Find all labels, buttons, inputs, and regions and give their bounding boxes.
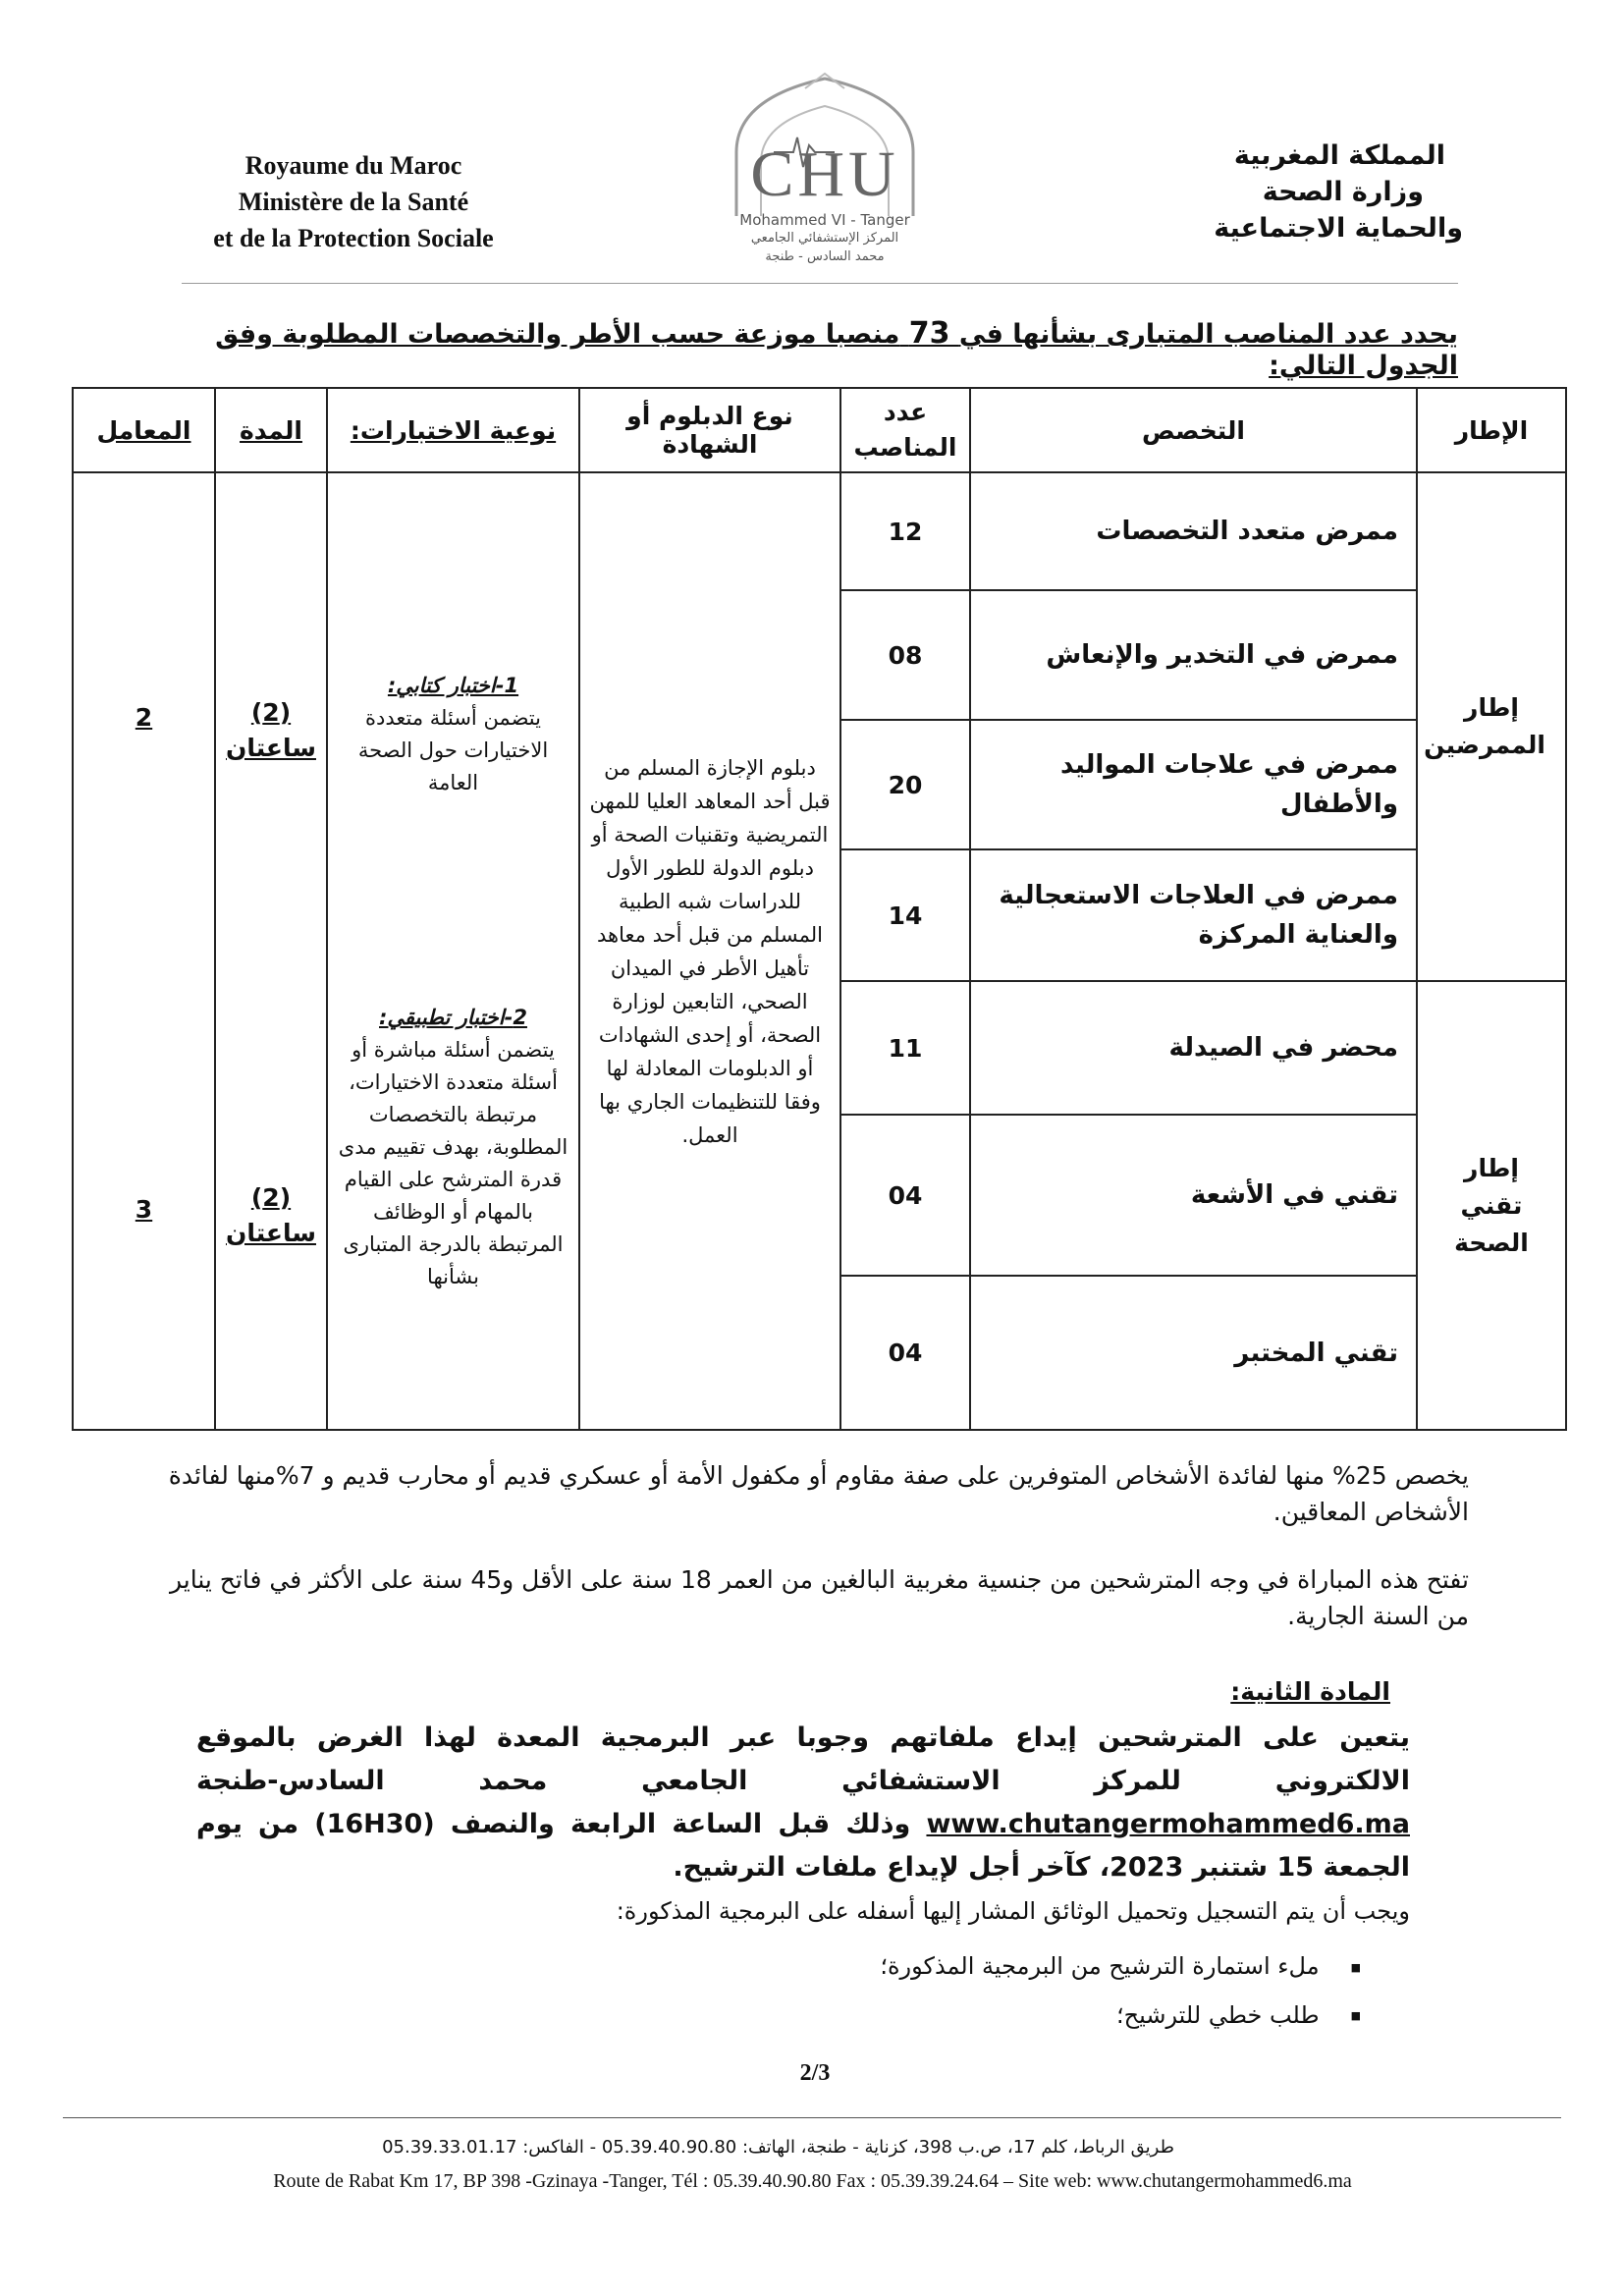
test2-title: 2-اختبار تطبيقي: (379, 1006, 527, 1029)
th-cadre: الإطار (1417, 388, 1566, 472)
posts-cell: 12 (840, 472, 970, 590)
article2-body-after: وذلك قبل الساعة الرابعة والنصف (16H30) من يوم الجمعة 15 شتنبر 2023، كآخر أجل لإيداع ملفات الترشيح. (196, 1809, 1410, 1883)
registration-note: ويجب أن يتم التسجيل وتحميل الوثائق المشار إليها أسفله على البرمجية المذكورة: (616, 1897, 1410, 1925)
test1-body: يتضمن أسئلة متعددة الاختيارات حول الصحة العامة (357, 706, 549, 794)
intro-before: يحدد عدد المناصب المتبارى بشأنها في (958, 319, 1458, 350)
ar-protection: والحماية الاجتماعية (1214, 213, 1463, 244)
fr-kingdom: Royaume du Maroc (244, 151, 462, 180)
cadre-health-technicians: إطار تقني الصحة (1417, 981, 1566, 1430)
posts-cell: 14 (840, 849, 970, 981)
specialty-cell: محضر في الصيدلة (970, 981, 1417, 1115)
footer-divider (63, 2117, 1561, 2118)
posts-cell: 04 (840, 1115, 970, 1276)
intro-sentence (137, 316, 1458, 381)
th-specialty: التخصص (970, 388, 1417, 472)
logo-text-sub1: Mohammed VI - Tanger (739, 211, 910, 229)
quota-paragraph: يخصص 25% منها لفائدة الأشخاص المتوفرين على صفة مقاوم أو مكفول الأمة أو عسكري قديم أو محارب قديم و 7%منها لفائدة الأشخاص المعاقين. (168, 1461, 1469, 1526)
ar-kingdom: المملكة المغربية (1233, 140, 1445, 171)
logo-text-sub2: المركز الإستشفائي الجامعي (750, 231, 899, 246)
specialty-cell: ممرض في العلاجات الاستعجالية والعناية المركزة (970, 849, 1417, 981)
intro-count: 73 (908, 316, 950, 351)
chu-logo (707, 69, 943, 280)
test2-body: يتضمن أسئلة مباشرة أو أسئلة متعددة الاختيارات، مرتبطة بالتخصصات المطلوبة، بهدف تقييم مدى قدرة المترشح على القيام بالمهام أو الوظائف المرتبطة بالدرجة المتبارى بشأنها (338, 1038, 568, 1288)
header-fr (147, 147, 560, 256)
intro-after: منصبا موزعة حسب الأطر والتخصصات المطلوبة وفق الجدول التالي: (215, 319, 1458, 381)
specialty-cell: تقني في الأشعة (970, 1115, 1417, 1276)
specialty-cell: تقني المختبر (970, 1276, 1417, 1430)
posts-cell: 20 (840, 720, 970, 849)
table-row (73, 472, 1566, 590)
logo-text-main: CHU (750, 138, 899, 210)
th-diploma: نوع الدبلوم أو الشهادة (579, 388, 840, 472)
duration-group-1: (2) ساعتان (226, 698, 316, 762)
article2-body-before: يتعين على المترشحين إيداع ملفاتهم وجوبا عبر البرمجية المعدة لهذا الغرض بالموقع الالكتروني للمركز الاستشفائي الجامعي محمد السادس-طنجة (196, 1722, 1410, 1796)
posts-cell: 08 (840, 590, 970, 720)
coefficient-group-2: 3 (135, 1195, 153, 1224)
specialty-cell: ممرض متعدد التخصصات (970, 472, 1417, 590)
th-coefficient: المعامل (73, 388, 215, 472)
th-posts: عدد المناصب (840, 388, 970, 472)
specialty-cell: ممرض في علاجات المواليد والأطفال (970, 720, 1417, 849)
th-duration: المدة (215, 388, 327, 472)
footer-arabic: طريق الرباط، كلم 17، ص.ب 398، كزناية - طنجة، الهاتف: 05.39.40.90.80 - الفاكس: 05.39.33.01.17 (382, 2137, 1174, 2158)
cadre-nurses: إطار الممرضين (1417, 472, 1566, 981)
header-divider (182, 283, 1458, 284)
logo-text-sub3: محمد السادس - طنجة (765, 249, 885, 264)
posts-cell: 11 (840, 981, 970, 1115)
duration-cell (215, 472, 327, 1430)
article2-title: المادة الثانية: (1230, 1677, 1390, 1706)
posts-table (72, 387, 1567, 1431)
page-number: 2/3 (799, 2060, 831, 2086)
th-tests: نوعية الاختبارات: (327, 388, 579, 472)
coefficient-group-1: 2 (135, 703, 153, 732)
website-link[interactable]: www.chutangermohammed6.ma (926, 1809, 1410, 1839)
diploma-cell: دبلوم الإجازة المسلم من قبل أحد المعاهد العليا للمهن التمريضية وتقنيات الصحة أو دبلوم الدولة للطور الأول للدراسات شبه الطبية المسلم من قبل أحد معاهد تأهيل الأطر في الميدان الصحي، التابعين لوزارة الصحة، أو إحدى الشهادات أو الدبلومات المعادلة لها وفقا للتنظيمات الجاري بها العمل. (579, 472, 840, 1430)
specialty-cell: ممرض في التخدير والإنعاش (970, 590, 1417, 720)
fr-protection: et de la Protection Sociale (213, 224, 494, 252)
table-header-row (73, 388, 1566, 472)
list-item: ■ طلب خطي للترشيح؛ (477, 1992, 1361, 2041)
header-ar (1129, 137, 1463, 246)
test-written (336, 670, 570, 799)
list-item: ■ ملء استمارة الترشيح من البرمجية المذكورة؛ (477, 1942, 1361, 1992)
footer-french: Route de Rabat Km 17, BP 398 -Gzinaya -Tanger, Tél : 05.39.40.90.80 Fax : 05.39.39.24.64 – Site web: www.chutangermohammed6.ma (273, 2170, 1352, 2192)
documents-list (477, 1942, 1361, 2040)
age-paragraph: تفتح هذه المباراة في وجه المترشحين من جنسية مغربية البالغين من العمر 18 سنة على الأقل و45 سنة على الأكثر في فاتح يناير من السنة الجارية. (169, 1565, 1469, 1630)
duration-group-2: (2) ساعتان (226, 1183, 316, 1247)
ar-ministry: وزارة الصحة (1262, 177, 1424, 207)
coefficient-cell (73, 472, 215, 1430)
fr-ministry: Ministère de la Santé (238, 188, 469, 216)
article2-body (196, 1717, 1410, 1889)
posts-cell: 04 (840, 1276, 970, 1430)
test-practical (336, 1002, 570, 1293)
tests-cell (327, 472, 579, 1430)
test1-title: 1-اختبار كتابي: (387, 674, 519, 697)
